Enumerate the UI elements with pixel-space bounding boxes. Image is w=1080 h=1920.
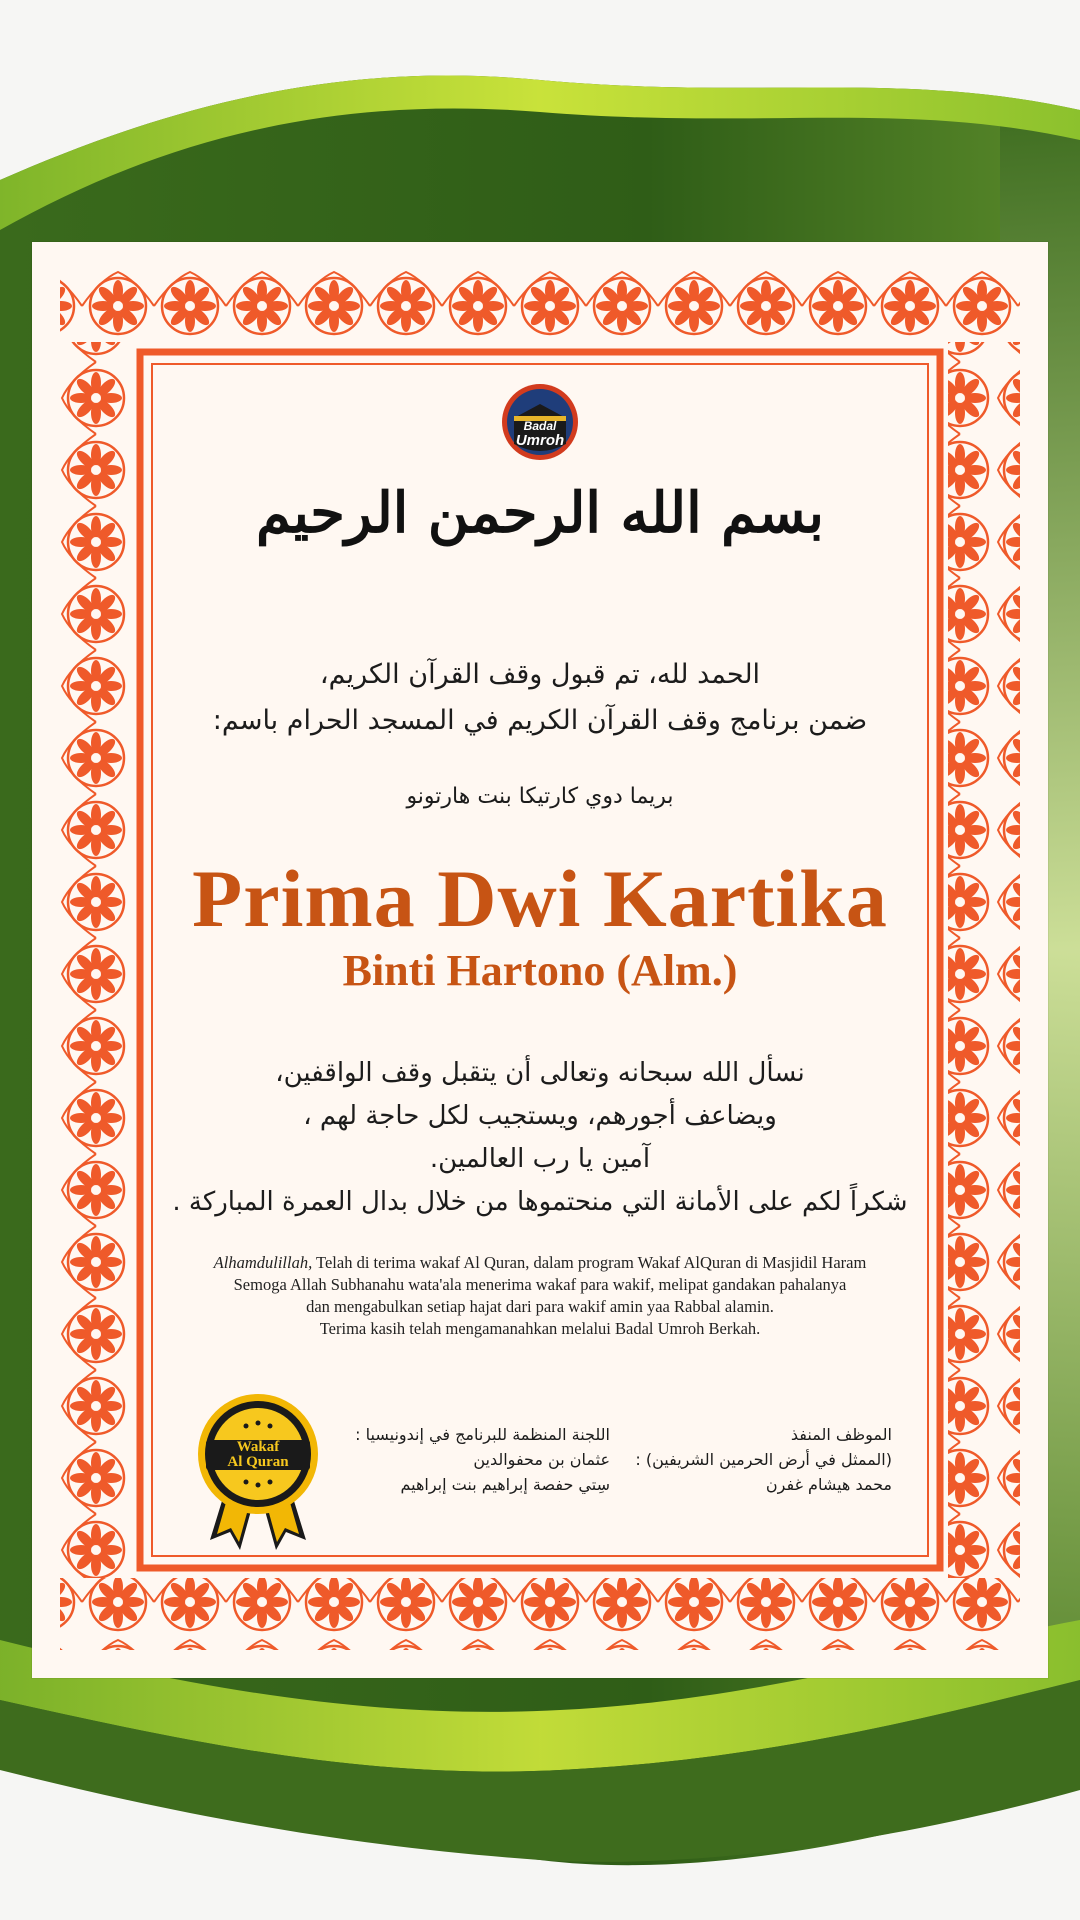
arabic-prayer bbox=[140, 1052, 940, 1224]
logo-line2: Umroh bbox=[515, 432, 565, 449]
signatory-haramain-role: (الممثل في أرض الحرمين الشريفين) : bbox=[635, 1450, 892, 1469]
wakaf-al-quran-badge bbox=[196, 1392, 320, 1552]
certificate-card bbox=[32, 242, 1048, 1678]
arabic-intro-line: الحمد لله، تم قبول وقف القرآن الكريم، bbox=[319, 659, 761, 690]
arabic-prayer-line: آمين يا رب العالمين. bbox=[429, 1144, 651, 1174]
certificate-content bbox=[140, 352, 940, 1572]
indonesian-line: dan mengabulkan setiap hajat dari para wakif amin yaa Rabbal alamin. bbox=[306, 1297, 774, 1316]
indonesian-message bbox=[140, 1252, 940, 1340]
signatory-indonesia bbox=[320, 1422, 610, 1497]
arabic-prayer-line: نسأل الله سبحانه وتعالى أن يتقبل وقف الواقفين، bbox=[275, 1058, 805, 1088]
badge-line2: Al Quran bbox=[227, 1454, 289, 1470]
signatory-indonesia-name: عثمان بن محفوالدين bbox=[473, 1450, 610, 1469]
signatory-indonesia-title: اللجنة المنظمة للبرنامج في إندونيسيا : bbox=[355, 1425, 610, 1444]
signatory-haramain bbox=[632, 1422, 892, 1497]
indonesian-line: Semoga Allah Subhanahu wata'ala menerima wakaf para wakif, melipat gandakan pahalanya bbox=[233, 1275, 847, 1294]
badal-umroh-logo bbox=[500, 382, 580, 462]
signatory-haramain-name: محمد هيشام غفرن bbox=[765, 1475, 892, 1494]
basmala-calligraphy: بسم الله الرحمن الرحيم bbox=[256, 480, 824, 546]
arabic-recipient-name: بريما دوي كارتيكا بنت هارتونو bbox=[406, 784, 674, 809]
alhamdulillah-lead: Alhamdulillah, bbox=[213, 1253, 313, 1272]
recipient-name: Prima Dwi Kartika bbox=[192, 853, 888, 944]
arabic-intro-line: ضمن برنامج وقف القرآن الكريم في المسجد الحرام باسم: bbox=[212, 705, 868, 736]
recipient-subtitle: Binti Hartono (Alm.) bbox=[342, 946, 738, 995]
indonesian-line: Terima kasih telah mengamanahkan melalui Badal Umroh Berkah. bbox=[319, 1319, 761, 1338]
arabic-intro bbox=[140, 652, 940, 744]
indonesian-line bbox=[140, 1252, 940, 1274]
logo-line1: Badal bbox=[523, 419, 557, 433]
arabic-prayer-line: شكراً لكم على الأمانة التي منحتموها من خلال بدال العمرة المباركة . bbox=[172, 1187, 908, 1217]
indonesian-line1-rest: Telah di terima wakaf Al Quran, dalam program Wakaf AlQuran di Masjidil Haram bbox=[312, 1253, 867, 1272]
signatory-indonesia-name: سِتي حفصة إبراهيم بنت إبراهيم bbox=[400, 1475, 610, 1494]
badge-line1: Wakaf bbox=[236, 1439, 280, 1455]
arabic-prayer-line: ويضاعف أجورهم، ويستجيب لكل حاجة لهم ، bbox=[303, 1101, 777, 1131]
signatory-haramain-title: الموظف المنفذ bbox=[790, 1425, 892, 1444]
